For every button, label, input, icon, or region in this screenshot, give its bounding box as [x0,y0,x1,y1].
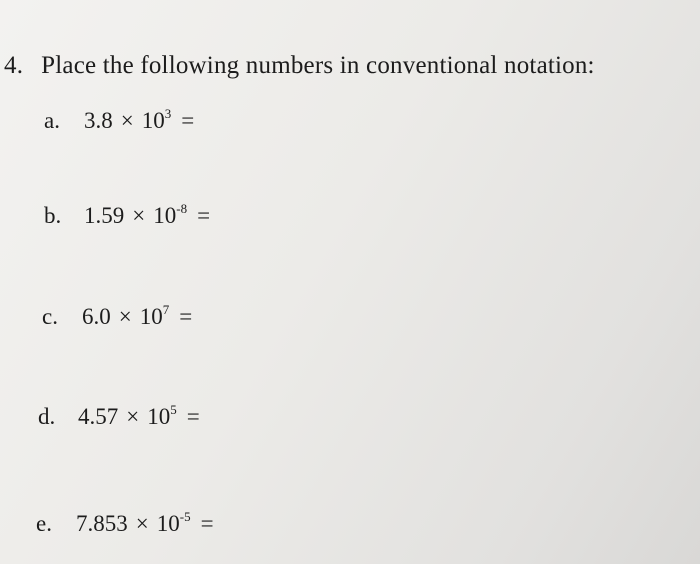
item-exponent: -8 [176,201,188,216]
item-b [44,203,210,229]
equals-sign: = [186,404,200,429]
item-mantissa: 1.59 [84,203,125,228]
item-a [44,108,194,134]
item-base: 10 [141,108,165,133]
item-d [38,404,200,430]
question-number: 4. [4,52,24,79]
item-base: 10 [156,511,180,536]
question-prompt: Place the following numbers in conventional notation: [41,52,595,79]
item-label: c. [42,304,58,329]
times-sign: × [132,203,146,228]
item-base: 10 [147,404,171,429]
item-label: a. [44,108,60,133]
item-mantissa: 3.8 [84,108,113,133]
item-mantissa: 6.0 [82,304,111,329]
equals-sign: = [179,304,193,329]
item-exponent: 3 [164,106,172,121]
item-e [36,511,214,537]
question-heading [4,52,595,80]
item-mantissa: 7.853 [76,511,128,536]
equals-sign: = [197,203,211,228]
item-label: d. [38,404,56,429]
item-c [42,304,192,330]
times-sign: × [126,404,140,429]
item-base: 10 [153,203,177,228]
times-sign: × [135,511,149,536]
item-exponent: 7 [162,302,170,317]
equals-sign: = [181,108,195,133]
times-sign: × [118,304,132,329]
item-mantissa: 4.57 [78,404,119,429]
equals-sign: = [200,511,214,536]
item-exponent: -5 [179,509,191,524]
item-base: 10 [139,304,163,329]
times-sign: × [120,108,134,133]
item-exponent: 5 [170,402,177,417]
item-label: b. [44,203,62,228]
item-label: e. [36,511,52,536]
